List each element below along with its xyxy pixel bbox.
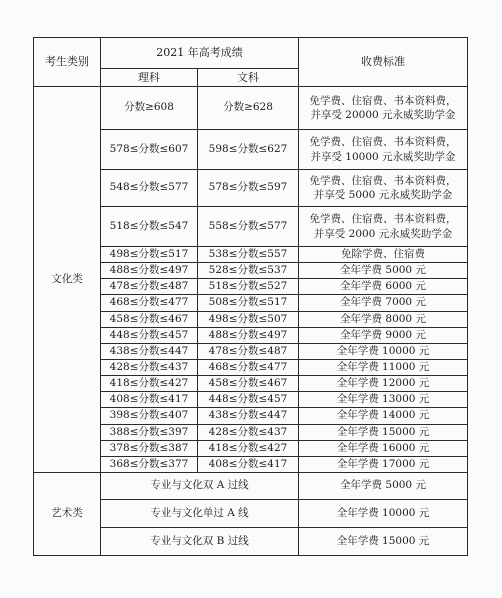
fee-line: 免学费、住宿费、书本资料费， <box>309 174 457 187</box>
science-score-range: 378≤分数≤387 <box>101 440 198 456</box>
arts-score-range: 528≤分数≤537 <box>198 263 299 279</box>
fee-standard: 全年学费 11000 元 <box>299 359 468 375</box>
arts-score-range: 518≤分数≤527 <box>198 279 299 295</box>
arts-score-range: 478≤分数≤487 <box>198 343 299 359</box>
fee-standard <box>299 130 468 170</box>
fee-standard: 全年学费 12000 元 <box>299 376 468 392</box>
science-score-range: 478≤分数≤487 <box>101 279 198 295</box>
header-row-top <box>34 38 468 69</box>
science-score-range: 518≤分数≤547 <box>101 207 198 247</box>
fee-standard <box>299 87 468 130</box>
science-score-range: 438≤分数≤447 <box>101 343 198 359</box>
fee-line: 免学费、住宿费、书本资料费， <box>309 94 457 107</box>
science-score-range: 398≤分数≤407 <box>101 408 198 424</box>
arts-score-range: 498≤分数≤507 <box>198 311 299 327</box>
arts-score-range: 418≤分数≤427 <box>198 440 299 456</box>
science-score-range: 448≤分数≤457 <box>101 327 198 343</box>
arts-score-range: 428≤分数≤437 <box>198 424 299 440</box>
category-yishu: 艺术类 <box>34 472 101 555</box>
science-score-range: 418≤分数≤427 <box>101 376 198 392</box>
arts-score-range: 558≤分数≤577 <box>198 207 299 247</box>
science-score-range: 458≤分数≤467 <box>101 311 198 327</box>
fee-standard: 全年学费 5000 元 <box>299 263 468 279</box>
header-science: 理科 <box>101 69 198 87</box>
header-fee-standard: 收费标准 <box>299 38 468 87</box>
wenhua-row <box>34 87 468 130</box>
science-score-range: 368≤分数≤377 <box>101 456 198 472</box>
fee-line: 并享受 10000 元永威奖助学金 <box>310 150 456 163</box>
fee-line: 免学费、住宿费、书本资料费， <box>309 213 457 226</box>
fee-standard: 全年学费 16000 元 <box>299 440 468 456</box>
fee-standard: 全年学费 10000 元 <box>299 499 468 527</box>
science-score-range: 578≤分数≤607 <box>101 130 198 170</box>
fee-standard: 全年学费 13000 元 <box>299 392 468 408</box>
art-requirement: 专业与文化单过 A 线 <box>101 499 299 527</box>
arts-score-range: 508≤分数≤517 <box>198 295 299 311</box>
arts-score-range: 分数≥628 <box>198 87 299 130</box>
fee-standard: 全年学费 15000 元 <box>299 527 468 555</box>
art-requirement: 专业与文化双 B 过线 <box>101 527 299 555</box>
arts-score-range: 408≤分数≤417 <box>198 456 299 472</box>
header-scores-2021: 2021 年高考成绩 <box>101 38 299 69</box>
fee-standard <box>299 207 468 247</box>
science-score-range: 548≤分数≤577 <box>101 170 198 207</box>
yishu-row <box>34 472 468 499</box>
science-score-range: 428≤分数≤437 <box>101 359 198 375</box>
fee-line: 免学费、住宿费、书本资料费， <box>309 136 457 149</box>
header-category: 考生类别 <box>34 38 101 87</box>
arts-score-range: 438≤分数≤447 <box>198 408 299 424</box>
science-score-range: 488≤分数≤497 <box>101 263 198 279</box>
tuition-fee-table <box>33 37 468 556</box>
fee-standard: 免除学费、住宿费 <box>299 247 468 263</box>
fee-standard: 全年学费 10000 元 <box>299 343 468 359</box>
fee-standard: 全年学费 9000 元 <box>299 327 468 343</box>
arts-score-range: 578≤分数≤597 <box>198 170 299 207</box>
science-score-range: 分数≥608 <box>101 87 198 130</box>
science-score-range: 388≤分数≤397 <box>101 424 198 440</box>
fee-standard: 全年学费 17000 元 <box>299 456 468 472</box>
arts-score-range: 538≤分数≤557 <box>198 247 299 263</box>
arts-score-range: 488≤分数≤497 <box>198 327 299 343</box>
arts-score-range: 448≤分数≤457 <box>198 392 299 408</box>
arts-score-range: 468≤分数≤477 <box>198 359 299 375</box>
fee-standard: 全年学费 6000 元 <box>299 279 468 295</box>
fee-standard <box>299 170 468 207</box>
fee-standard: 全年学费 14000 元 <box>299 408 468 424</box>
art-requirement: 专业与文化双 A 过线 <box>101 472 299 499</box>
science-score-range: 468≤分数≤477 <box>101 295 198 311</box>
science-score-range: 498≤分数≤517 <box>101 247 198 263</box>
header-arts: 文科 <box>198 69 299 87</box>
fee-line: 并享受 5000 元永威奖助学金 <box>313 189 453 201</box>
arts-score-range: 598≤分数≤627 <box>198 130 299 170</box>
category-wenhua: 文化类 <box>34 87 101 473</box>
fee-line: 并享受 2000 元永威奖助学金 <box>313 227 453 240</box>
fee-standard: 全年学费 8000 元 <box>299 311 468 327</box>
fee-standard: 全年学费 15000 元 <box>299 424 468 440</box>
fee-standard: 全年学费 5000 元 <box>299 472 468 499</box>
fee-standard: 全年学费 7000 元 <box>299 295 468 311</box>
science-score-range: 408≤分数≤417 <box>101 392 198 408</box>
fee-line: 并享受 20000 元永威奖助学金 <box>310 109 456 121</box>
arts-score-range: 458≤分数≤467 <box>198 376 299 392</box>
